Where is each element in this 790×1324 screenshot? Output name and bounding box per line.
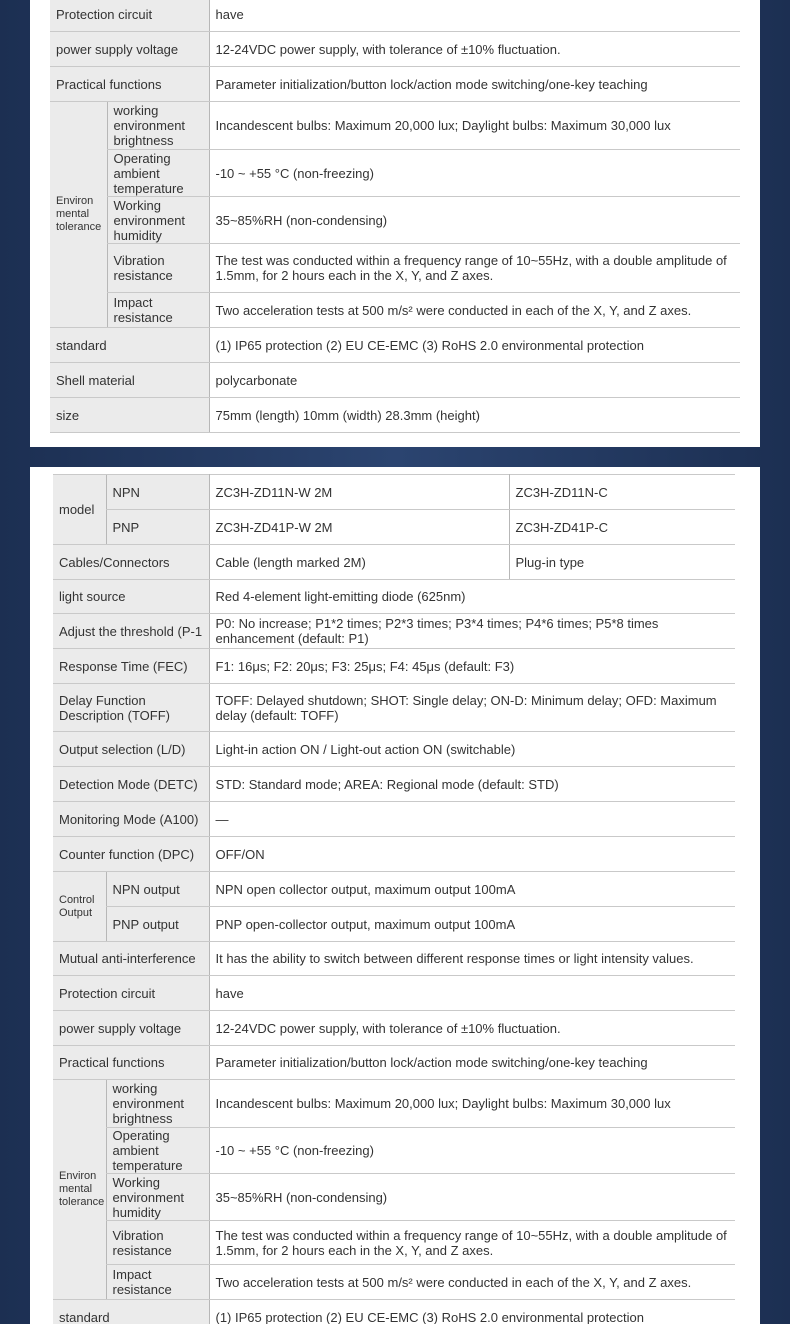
table-row [50, 0, 740, 32]
table-row [53, 1265, 735, 1300]
row-value: It has the ability to switch between different response times or light intensity values. [209, 942, 735, 976]
row-label: power supply voltage [53, 1011, 209, 1046]
row-value: 12-24VDC power supply, with tolerance of ±10% fluctuation. [209, 1011, 735, 1046]
row-label: power supply voltage [50, 32, 209, 67]
row-label: PNP [106, 510, 209, 545]
row-value: ZC3H-ZD11N-W 2M [209, 475, 509, 510]
table-row [53, 1046, 735, 1080]
row-value: The test was conducted within a frequency range of 10~55Hz, with a double amplitude of 1.5mm, for 2 hours each in the X, Y, and Z axes. [209, 1221, 735, 1265]
table-row [53, 649, 735, 684]
row-value: have [209, 0, 740, 32]
row-label: Practical functions [53, 1046, 209, 1080]
row-value: STD: Standard mode; AREA: Regional mode (default: STD) [209, 767, 735, 802]
row-label: size [50, 398, 209, 433]
group-label: Environ mental tolerance [53, 1080, 106, 1300]
table-row [53, 907, 735, 942]
table-row [53, 732, 735, 767]
group-label: Control Output [53, 872, 106, 942]
table-row [50, 102, 740, 150]
row-value: 75mm (length) 10mm (width) 28.3mm (height) [209, 398, 740, 433]
row-value: PNP open-collector output, maximum output 100mA [209, 907, 735, 942]
group-label: model [53, 475, 106, 545]
row-label: standard [53, 1300, 209, 1324]
row-value: Incandescent bulbs: Maximum 20,000 lux; Daylight bulbs: Maximum 30,000 lux [209, 1080, 735, 1128]
row-value: Two acceleration tests at 500 m/s² were conducted in each of the X, Y, and Z axes. [209, 1265, 735, 1300]
row-value: 12-24VDC power supply, with tolerance of ±10% fluctuation. [209, 32, 740, 67]
row-label: Protection circuit [53, 976, 209, 1011]
row-label: Protection circuit [50, 0, 209, 32]
row-label: Impact resistance [106, 1265, 209, 1300]
table-row [53, 976, 735, 1011]
row-label: working environment brightness [106, 1080, 209, 1128]
row-value: Plug-in type [509, 545, 735, 580]
row-label: Adjust the threshold (P-1 [53, 614, 209, 649]
row-label: Vibration resistance [107, 244, 209, 293]
table-row [50, 244, 740, 293]
row-label: Shell material [50, 363, 209, 398]
table-row [53, 872, 735, 907]
row-label: working environment brightness [107, 102, 209, 150]
spec-table-top [50, 0, 740, 433]
spec-panel-top [30, 0, 760, 447]
table-row [53, 837, 735, 872]
table-row [50, 328, 740, 363]
row-value: OFF/ON [209, 837, 735, 872]
row-value: P0: No increase; P1*2 times; P2*3 times; P3*4 times; P4*6 times; P5*8 times enhancement (default: P1) [209, 614, 735, 649]
table-row [50, 398, 740, 433]
row-value: -10 ~ +55 °C (non-freezing) [209, 1128, 735, 1174]
row-label: NPN output [106, 872, 209, 907]
row-value: ZC3H-ZD41P-C [509, 510, 735, 545]
table-row [53, 1128, 735, 1174]
table-row [53, 580, 735, 614]
row-label: Vibration resistance [106, 1221, 209, 1265]
row-label: PNP output [106, 907, 209, 942]
row-value: ZC3H-ZD41P-W 2M [209, 510, 509, 545]
row-value: 35~85%RH (non-condensing) [209, 197, 740, 244]
row-value: Incandescent bulbs: Maximum 20,000 lux; Daylight bulbs: Maximum 30,000 lux [209, 102, 740, 150]
table-row [53, 510, 735, 545]
table-row [53, 1011, 735, 1046]
row-label: NPN [106, 475, 209, 510]
table-row [53, 1221, 735, 1265]
table-row [50, 197, 740, 244]
row-value: (1) IP65 protection (2) EU CE-EMC (3) RoHS 2.0 environmental protection [209, 328, 740, 363]
row-value: Cable (length marked 2M) [209, 545, 509, 580]
row-label: Working environment humidity [106, 1174, 209, 1221]
row-label: light source [53, 580, 209, 614]
row-label: Operating ambient temperature [107, 150, 209, 197]
row-value: Two acceleration tests at 500 m/s² were conducted in each of the X, Y, and Z axes. [209, 293, 740, 328]
table-row [50, 150, 740, 197]
table-row [53, 1300, 735, 1324]
spec-table-bottom [53, 474, 735, 1324]
group-label: Environ mental tolerance [50, 102, 107, 328]
row-value: -10 ~ +55 °C (non-freezing) [209, 150, 740, 197]
row-value: The test was conducted within a frequency range of 10~55Hz, with a double amplitude of 1.5mm, for 2 hours each in the X, Y, and Z axes. [209, 244, 740, 293]
row-label: Counter function (DPC) [53, 837, 209, 872]
row-label: Output selection (L/D) [53, 732, 209, 767]
row-value: Red 4-element light-emitting diode (625nm) [209, 580, 735, 614]
table-row [53, 942, 735, 976]
row-value: polycarbonate [209, 363, 740, 398]
row-value: have [209, 976, 735, 1011]
spec-panel-bottom [30, 467, 760, 1324]
table-row [50, 293, 740, 328]
row-label: Impact resistance [107, 293, 209, 328]
row-value: ZC3H-ZD11N-C [509, 475, 735, 510]
row-value: Light-in action ON / Light-out action ON (switchable) [209, 732, 735, 767]
row-value: 35~85%RH (non-condensing) [209, 1174, 735, 1221]
table-row [53, 614, 735, 649]
table-row [50, 67, 740, 102]
table-row [50, 32, 740, 67]
row-value: NPN open collector output, maximum output 100mA [209, 872, 735, 907]
row-value: — [209, 802, 735, 837]
row-label: Mutual anti-interference [53, 942, 209, 976]
row-label: Detection Mode (DETC) [53, 767, 209, 802]
row-label: Practical functions [50, 67, 209, 102]
row-label: standard [50, 328, 209, 363]
row-value: (1) IP65 protection (2) EU CE-EMC (3) RoHS 2.0 environmental protection [209, 1300, 735, 1324]
row-label: Monitoring Mode (A100) [53, 802, 209, 837]
row-label: Operating ambient temperature [106, 1128, 209, 1174]
table-row [53, 475, 735, 510]
row-label: Response Time (FEC) [53, 649, 209, 684]
row-label: Working environment humidity [107, 197, 209, 244]
row-value: F1: 16μs; F2: 20μs; F3: 25μs; F4: 45μs (default: F3) [209, 649, 735, 684]
table-row [53, 802, 735, 837]
table-row [53, 1080, 735, 1128]
row-label: Delay Function Description (TOFF) [53, 684, 209, 732]
row-value: TOFF: Delayed shutdown; SHOT: Single delay; ON-D: Minimum delay; OFD: Maximum delay (default: TOFF) [209, 684, 735, 732]
table-row [53, 767, 735, 802]
table-row [53, 1174, 735, 1221]
row-label: Cables/Connectors [53, 545, 209, 580]
row-value: Parameter initialization/button lock/action mode switching/one-key teaching [209, 67, 740, 102]
table-row [53, 545, 735, 580]
row-value: Parameter initialization/button lock/action mode switching/one-key teaching [209, 1046, 735, 1080]
table-row [50, 363, 740, 398]
table-row [53, 684, 735, 732]
